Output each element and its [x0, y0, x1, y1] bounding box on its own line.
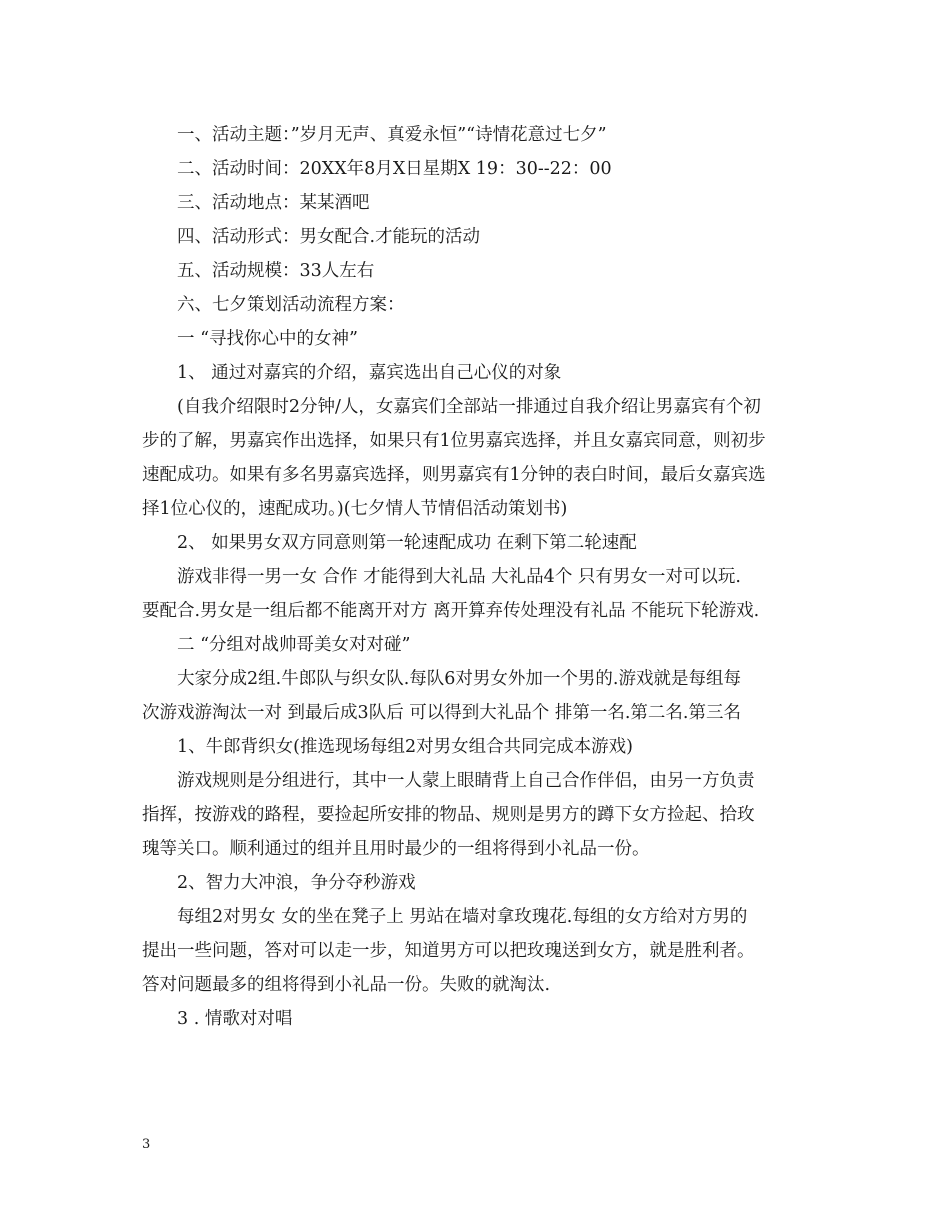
text-line: 瑰等关口。顺利通过的组并且用时最少的一组将得到小礼品一份。: [142, 839, 650, 859]
page-number: 3: [142, 1137, 151, 1152]
text-line: 1、牛郎背织女(推选现场每组2对男女组合共同完成本游戏): [177, 737, 633, 757]
text-line: 指挥，按游戏的路程，要捡起所安排的物品、规则是男方的蹲下女方捡起、拾玫: [142, 805, 755, 825]
text-line: 一 “寻找你心中的女神”: [177, 329, 358, 349]
document-body: [142, 118, 812, 1036]
text-line: 提出一些问题，答对可以走一步，知道男方可以把玫瑰送到女方，就是胜利者。: [142, 941, 755, 961]
text-line: 五、活动规模：33人左右: [177, 261, 375, 281]
text-line: 每组2对男女 女的坐在凳子上 男站在墙对拿玫瑰花.每组的女方给对方男的: [177, 907, 748, 927]
text-line: 2、 如果男女双方同意则第一轮速配成功 在剩下第二轮速配: [177, 533, 637, 553]
text-line: 游戏非得一男一女 合作 才能得到大礼品 大礼品4个 只有男女一对可以玩.: [177, 567, 741, 587]
text-line: 择1位心仪的，速配成功。)(七夕情人节情侣活动策划书): [142, 499, 568, 519]
text-line: 2、智力大冲浪，争分夺秒游戏: [177, 873, 416, 893]
text-line: (自我介绍限时2分钟/人，女嘉宾们全部站一排通过自我介绍让男嘉宾有个初: [177, 397, 761, 417]
text-line: 3 . 情歌对对唱: [177, 1009, 293, 1029]
text-line: 次游戏游淘汰一对 到最后成3队后 可以得到大礼品个 排第一名.第二名.第三名: [142, 703, 741, 723]
text-line: 六、七夕策划活动流程方案：: [177, 295, 405, 315]
text-line: 三、活动地点：某某酒吧: [177, 193, 370, 213]
text-line: 要配合.男女是一组后都不能离开对方 离开算弃传处理没有礼品 不能玩下轮游戏.: [142, 601, 760, 621]
text-line: 答对问题最多的组将得到小礼品一份。失败的就淘汰.: [142, 975, 551, 995]
text-line: 二、活动时间：20XX年8月X日星期X 19：30--22：00: [177, 159, 612, 179]
text-line: 速配成功。如果有多名男嘉宾选择，则男嘉宾有1分钟的表白时间，最后女嘉宾选: [142, 465, 766, 485]
text-line: 四、活动形式：男女配合.才能玩的活动: [177, 227, 481, 247]
text-line: 步的了解，男嘉宾作出选择，如果只有1位男嘉宾选择，并且女嘉宾同意，则初步: [142, 431, 766, 451]
text-line: 游戏规则是分组进行，其中一人蒙上眼睛背上自己合作伴侣，由另一方负责: [177, 771, 755, 791]
text-line: 1、 通过对嘉宾的介绍，嘉宾选出自己心仪的对象: [177, 363, 562, 383]
text-line: 一、活动主题：”岁月无声、真爱永恒”“诗情花意过七夕”: [177, 125, 607, 145]
text-line: 大家分成2组.牛郎队与织女队.每队6对男女外加一个男的.游戏就是每组每: [177, 669, 741, 689]
text-line: 二 “分组对战帅哥美女对对碰”: [177, 635, 411, 655]
